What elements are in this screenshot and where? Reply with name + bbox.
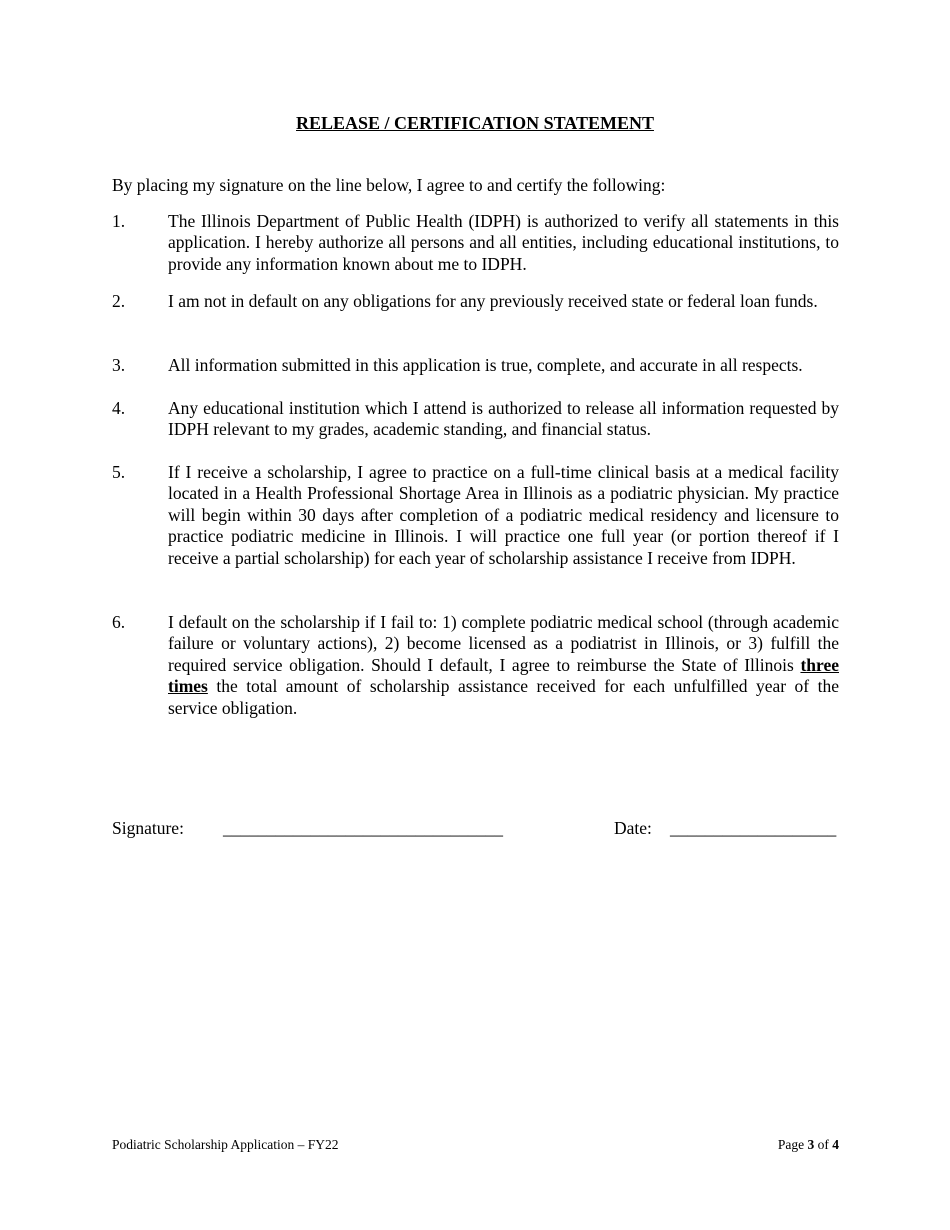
date-label: Date: [614,818,652,838]
list-item [112,355,839,376]
page-total: 4 [832,1137,839,1152]
page-of: of [817,1137,829,1152]
list-item-text-part: I default on the scholarship if I fail to: 1) complete podiatric medical school (through academic failure or voluntary actions), 2) become licensed as a podiatrist in Illinois, or 3) fulfill the required service obligation. Should I default, I agree to reimburse the State of Illinois [168,612,839,675]
list-item [112,612,839,719]
list-item-text: If I receive a scholarship, I agree to practice on a full-time clinical basis at a medical facility located in a Health Professional Shortage Area in Illinois as a podiatric physician. My practice will begin within 30 days after completion of a podiatric medical residency and licensure to practice podiatric medicine in Illinois. I will practice one full year (or portion thereof if I receive a partial scholarship) for each year of scholarship assistance I receive from IDPH. [168,462,839,568]
list-item [112,291,839,312]
list-item-text-part: the total amount of scholarship assistance received for each unfulfilled year of the service obligation. [168,676,839,718]
signature-label: Signature: [112,818,184,838]
list-item [112,462,839,569]
list-item-number: 1. [112,211,126,231]
emphasis-text: three times [168,654,839,697]
page-number [778,1136,839,1154]
list-item-text [168,612,839,719]
page-word: Page [777,1137,805,1152]
list-item-text: Any educational institution which I attend is authorized to release all information requested by IDPH relevant to my grades, academic standing, and financial status. [168,398,839,440]
list-item-text: I am not in default on any obligations for any previously received state or federal loan funds. [168,291,818,311]
list-item [112,398,839,441]
list-item-number: 5. [112,462,126,482]
page-current: 3 [807,1137,815,1152]
signature-line[interactable]: ________________________________ [223,818,503,838]
list-item [112,211,839,275]
list-item-number: 2. [112,291,126,311]
list-item-number: 3. [112,355,126,375]
page-title: RELEASE / CERTIFICATION STATEMENT [296,113,654,133]
list-item-text: All information submitted in this application is true, complete, and accurate in all respects. [168,355,803,375]
footer-title: Podiatric Scholarship Application – FY22 [112,1137,339,1152]
list-item-number: 6. [112,612,126,632]
date-line[interactable]: ___________________ [670,818,837,838]
list-item-number: 4. [112,398,126,418]
list-item-text: The Illinois Department of Public Health (IDPH) is authorized to verify all statements in this application. I hereby authorize all persons and all entities, including educational institutions, to provide any information known about me to IDPH. [168,211,839,274]
intro-text: By placing my signature on the line below, I agree to and certify the following: [112,175,666,195]
